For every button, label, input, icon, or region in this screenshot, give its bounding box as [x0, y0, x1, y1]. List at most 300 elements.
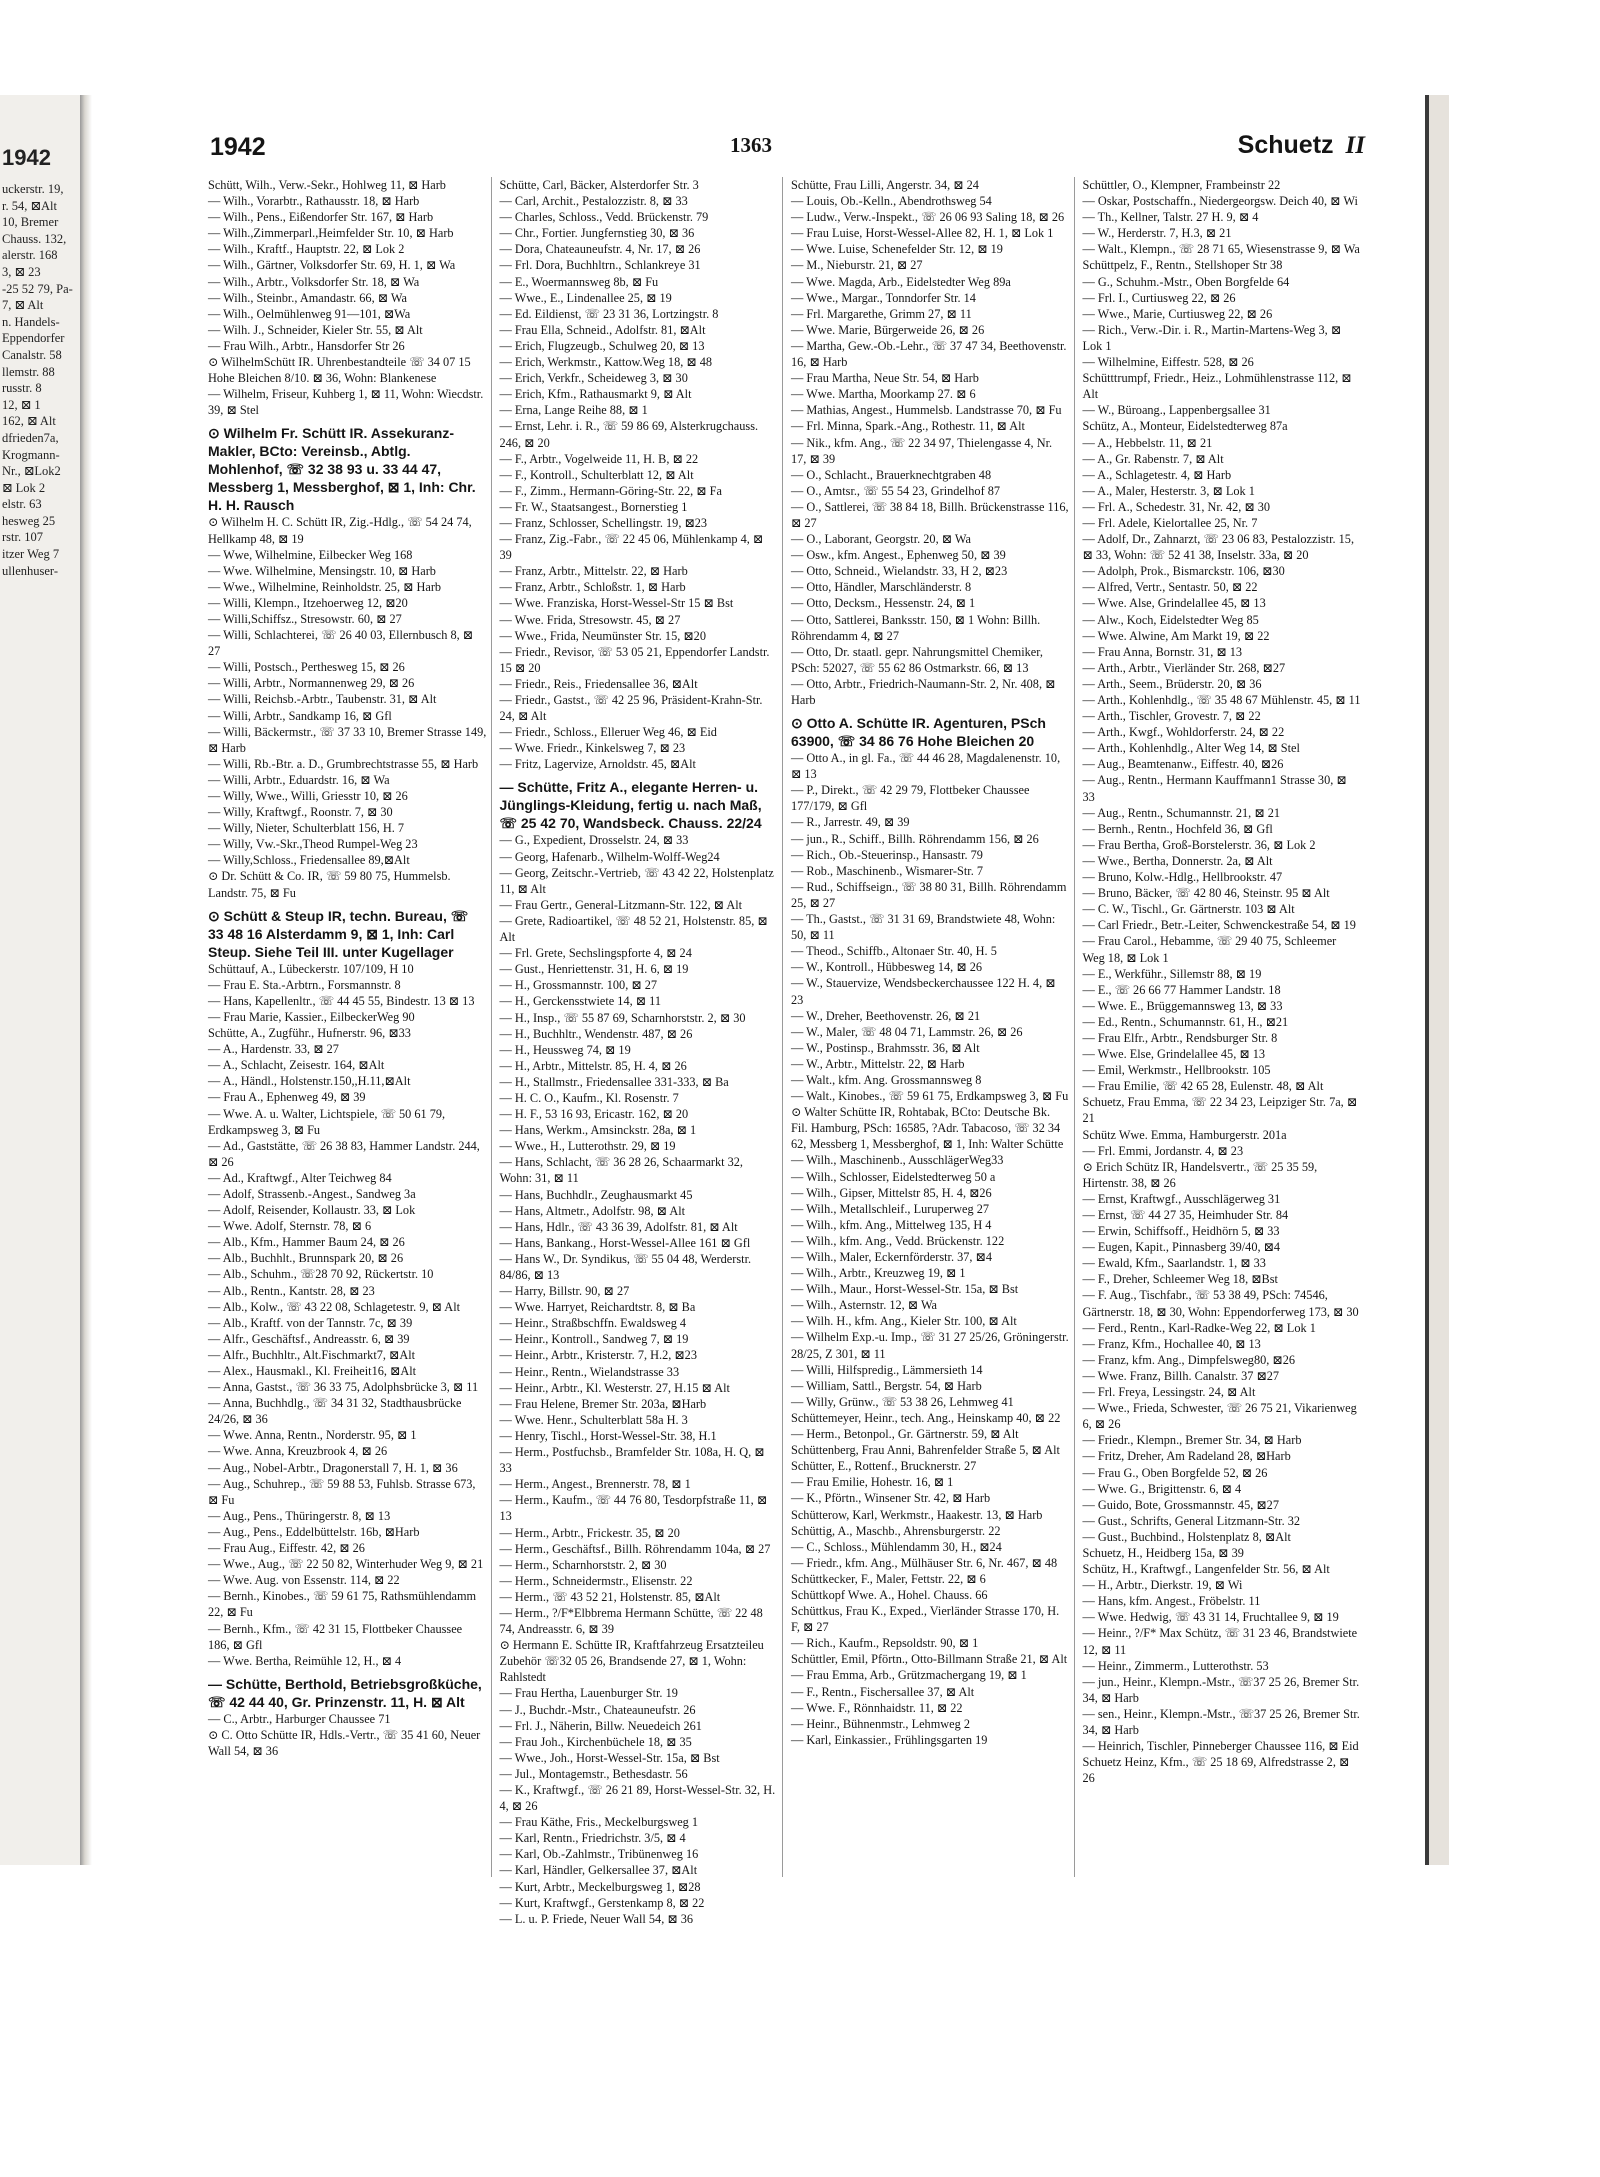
- directory-entry: — Erich, Verkfr., Scheideweg 3, ⊠ 30: [499, 371, 688, 386]
- directory-entry: — Wwe., H., Lutterothstr. 29, ⊠ 19: [499, 1139, 676, 1154]
- directory-entry: — Wwe. Aug. von Essenstr. 114, ⊠ 22: [208, 1573, 400, 1588]
- facing-page-fragment: [0, 95, 80, 1865]
- directory-entry: — Erich, Flugzeugb., Schulweg 20, ⊠ 13: [499, 338, 705, 353]
- directory-entry: — Aug., Pens., Eddelbüttelstr. 16b, ⊠Harb: [208, 1524, 420, 1539]
- directory-entry: Schütz Wwe. Emma, Hamburgerstr. 201a: [1082, 1127, 1287, 1142]
- directory-entry: — Willy, Kraftwgf., Roonstr. 7, ⊠ 30: [208, 805, 393, 820]
- directory-entry: — Herm., Schneidermstr., Elisenstr. 22: [499, 1573, 693, 1588]
- directory-entry: — Mathias, Angest., Hummelsb. Landstrasse 70, ⊠ Fu: [791, 403, 1062, 418]
- directory-entry: — F., Arbtr., Vogelweide 11, H. B, ⊠ 22: [499, 451, 699, 466]
- directory-entry: Schütt, Wilh., Verw.-Sekr., Hohlweg 11, ⊠ Harb: [208, 178, 446, 192]
- directory-entry: — Hans, Buchhdlr., Zeughausmarkt 45: [499, 1187, 693, 1202]
- directory-entry: — Alb., Kraftf. von der Tannstr. 7c, ⊠ 39: [208, 1315, 413, 1330]
- directory-entry: — Aug., Schuhrep., ☏ 59 88 53, Fuhlsb. Strasse 673, ⊠ Fu: [208, 1476, 476, 1507]
- directory-entry: — Gust., Buchbind., Holstenplatz 8, ⊠Alt: [1082, 1529, 1291, 1544]
- directory-entry: — Frau Elfr., Arbtr., Rendsburger Str. 8: [1082, 1030, 1278, 1045]
- directory-entry: — Ludw., Verw.-Inspekt., ☏ 26 06 93 Saling 18, ⊠ 26: [791, 210, 1065, 225]
- directory-entry: — Martha, Gew.-Ob.-Lehr., ☏ 37 47 34, Beethovenstr. 16, ⊠ Harb: [791, 338, 1067, 370]
- directory-entry: — Herm., Kaufm., ☏ 44 76 80, Tesdorpfstraße 11, ⊠ 13: [499, 1493, 768, 1524]
- facing-page-line: 12, ⊠ 1: [2, 397, 41, 412]
- directory-entry: — W., Postinsp., Brahmsstr. 36, ⊠ Alt: [791, 1040, 980, 1055]
- directory-entry: Schütz, H., Kraftwgf., Langenfelder Str. 56, ⊠ Alt: [1082, 1562, 1330, 1577]
- facing-page-line: Canalstr. 58: [2, 347, 62, 362]
- directory-entry: — Ed. Eildienst, ☏ 23 31 36, Lortzingstr. 8: [499, 306, 719, 321]
- directory-entry: Schüttig, A., Maschb., Ahrensburgerstr. 22: [791, 1523, 1001, 1538]
- directory-entry: — A., Gr. Rabenstr. 7, ⊠ Alt: [1082, 451, 1224, 466]
- directory-entry: — Hans, Bankang., Horst-Wessel-Allee 161 ⊠ Gfl: [499, 1235, 751, 1250]
- directory-entry: — Willy, Wwe., Willi, Griesstr 10, ⊠ 26: [208, 789, 408, 803]
- directory-column-2: [499, 177, 784, 1926]
- directory-entry: — Wilh., Vorarbtr., Rathausstr. 18, ⊠ Harb: [208, 194, 420, 209]
- directory-entry: — Walt., Kinobes., ☏ 59 61 75, Erdkampsweg 3, ⊠ Fu: [791, 1089, 1069, 1104]
- directory-entry: — Wilhelm, Friseur, Kuhberg 1, ⊠ 11, Wohn: Wiecdstr. 39, ⊠ Stel: [208, 387, 484, 418]
- directory-entry: — Rob., Maschinenb., Wismarer-Str. 7: [791, 863, 984, 878]
- directory-entry: — Chr., Fortier. Jungfernstieg 30, ⊠ 36: [499, 226, 695, 241]
- directory-entry: Schüttenberg, Frau Anni, Bahrenfelder Straße 5, ⊠ Alt: [791, 1443, 1060, 1458]
- directory-entry: — Erwin, Schiffsoff., Heidhörn 5, ⊠ 33: [1082, 1224, 1280, 1239]
- directory-entry: Schuetz, Frau Emma, ☏ 22 34 23, Leipziger Str. 7a, ⊠ 21: [1082, 1095, 1358, 1126]
- directory-entry: — Bernh., Kfm., ☏ 42 31 15, Flottbeker Chaussee 186, ⊠ Gfl: [208, 1621, 463, 1652]
- directory-entry: Schütter, E., Rottenf., Brucknerstr. 27: [791, 1459, 977, 1474]
- section-volume: II: [1345, 132, 1365, 159]
- directory-entry: — Friedr., Revisor, ☏ 53 05 21, Eppendorfer Landstr. 15 ⊠ 20: [499, 644, 770, 675]
- directory-entry: — Frau Anna, Bornstr. 31, ⊠ 13: [1082, 644, 1243, 659]
- directory-entry: — Carl Friedr., Betr.-Leiter, Schwenckestraße 54, ⊠ 19: [1082, 918, 1356, 933]
- directory-entry: — Frau G., Oben Borgfelde 52, ⊠ 26: [1082, 1465, 1268, 1480]
- directory-entry: — Frau Helene, Bremer Str. 203a, ⊠Harb: [499, 1396, 707, 1411]
- directory-entry: — Wwe. Harryet, Reichardtstr. 8, ⊠ Ba: [499, 1300, 696, 1315]
- directory-entry: Schütte, Carl, Bäcker, Alsterdorfer Str. 3: [499, 178, 699, 192]
- directory-entry: — Wwe. Hedwig, ☏ 43 31 14, Fruchtallee 9, ⊠ 19: [1082, 1610, 1339, 1625]
- directory-entry: — H. F., 53 16 93, Ericastr. 162, ⊠ 20: [499, 1107, 689, 1122]
- directory-entry: — Hans, Kapellenltr., ☏ 44 45 55, Bindestr. 13 ⊠ 13: [208, 993, 475, 1008]
- directory-entry: — Wilh., kfm. Ang., Mittelweg 135, H 4: [791, 1217, 992, 1232]
- directory-entry: — Arth., Tischler, Grovestr. 7, ⊠ 22: [1082, 709, 1261, 724]
- directory-entry: — Herm., Scharnhorststr. 2, ⊠ 30: [499, 1557, 667, 1572]
- directory-entry: — Adolf, Strassenb.-Angest., Sandweg 3a: [208, 1186, 416, 1201]
- directory-entry: — Wwe., Bertha, Donnerstr. 2a, ⊠ Alt: [1082, 853, 1273, 868]
- directory-entry: — W., Kontroll., Hübbesweg 14, ⊠ 26: [791, 960, 982, 975]
- directory-entry: Schütterow, Karl, Werkmstr., Haakestr. 13, ⊠ Harb: [791, 1507, 1043, 1522]
- facing-page-line: r. 54, ⊠Alt: [2, 198, 57, 213]
- directory-entry: — Wilh., Gipser, Mittelstr 85, H. 4, ⊠26: [791, 1185, 992, 1200]
- facing-page-line: 3, ⊠ 23: [2, 264, 41, 279]
- directory-entry: Schüttkus, Frau K., Exped., Vierländer Strasse 170, H. F, ⊠ 27: [791, 1604, 1060, 1635]
- directory-entry: — Guido, Bote, Grossmannstr. 45, ⊠27: [1082, 1497, 1279, 1512]
- directory-entry: Schüttkecker, F., Maler, Fettstr. 22, ⊠ 6: [791, 1571, 986, 1586]
- directory-entry: — Otto A., in gl. Fa., ☏ 44 46 28, Magdalenenstr. 10, ⊠ 13: [791, 751, 1061, 782]
- directory-entry: — Frau A., Ephenweg 49, ⊠ 39: [208, 1090, 366, 1105]
- facing-page-line: dfrieden7a,: [2, 430, 59, 445]
- directory-entry: — Heinrich, Tischler, Pinneberger Chaussee 116, ⊠ Eid: [1082, 1739, 1359, 1754]
- directory-entry: — Georg, Hafenarb., Wilhelm-Wolff-Weg24: [499, 849, 720, 864]
- directory-entry: — F., Dreher, Schleemer Weg 18, ⊠Bst: [1082, 1272, 1278, 1287]
- directory-entry: ⊙ C. Otto Schütte IR, Hdls.-Vertr., ☏ 35 41 60, Neuer Wall 54, ⊠ 36: [208, 1727, 481, 1758]
- directory-entry: — Hans, kfm. Angest., Fröbelstr. 11: [1082, 1594, 1261, 1609]
- directory-entry: — O., Amtsr., ☏ 55 54 23, Grindelhof 87: [791, 483, 1001, 498]
- directory-entry: — Frau Bertha, Groß-Borstelerstr. 36, ⊠ Lok 2: [1082, 837, 1316, 852]
- directory-entry: — Wwe. Else, Grindelallee 45, ⊠ 13: [1082, 1047, 1266, 1062]
- facing-page-line: alerstr. 168: [2, 248, 58, 263]
- directory-entry: — Wwe. Martha, Moorkamp 27. ⊠ 6: [791, 387, 976, 402]
- directory-entry: — sen., Heinr., Klempn.-Mstr., ☏37 25 26, Bremer Str. 34, ⊠ Harb: [1082, 1706, 1360, 1737]
- directory-entry: — Alb., Kfm., Hammer Baum 24, ⊠ 26: [208, 1235, 405, 1250]
- directory-entry: — Georg, Zeitschr.-Vertrieb, ☏ 43 42 22, Holstenplatz 11, ⊠ Alt: [499, 865, 774, 896]
- directory-entry: — Wwe., Aug., ☏ 22 50 82, Winterhuder Weg 9, ⊠ 21: [208, 1557, 484, 1572]
- directory-entry: — Alfr., Geschäftsf., Andreasstr. 6, ⊠ 39: [208, 1331, 410, 1346]
- directory-entry: — Alex., Hausmakl., Kl. Freiheit16, ⊠Alt: [208, 1364, 417, 1378]
- directory-entry: Schüttkopf Wwe. A., Hohel. Chauss. 66: [791, 1587, 988, 1602]
- directory-entry: Schütte, A., Zugführ., Hufnerstr. 96, ⊠33: [208, 1026, 411, 1041]
- directory-entry: ⊙ WilhelmSchütt IR. Uhrenbestandteile ☏ 34 07 15 Hohe Bleichen 8/10. ⊠ 36, Wohn: Blankenese: [208, 355, 471, 386]
- directory-entry: — Willi, Bäckermstr., ☏ 37 33 10, Bremer Strasse 149, ⊠ Harb: [208, 724, 487, 755]
- directory-entry: — F., Zimm., Hermann-Göring-Str. 22, ⊠ Fa: [499, 483, 722, 498]
- directory-entry: — W., Arbtr., Mittelstr. 22, ⊠ Harb: [791, 1056, 965, 1071]
- directory-entry: — Hans, Werkm., Amsinckstr. 28a, ⊠ 1: [499, 1123, 697, 1138]
- directory-entry: — Anna, Gastst., ☏ 36 33 75, Adolphsbrücke 3, ⊠ 11: [208, 1380, 479, 1395]
- directory-entry: — Friedr., Reis., Friedensallee 36, ⊠Alt: [499, 676, 698, 691]
- directory-entry: — Frl. J., Näherin, Billw. Neuedeich 261: [499, 1718, 702, 1733]
- directory-entry: — Bernh., Kinobes., ☏ 59 61 75, Rathsmühlendamm 22, ⊠ Fu: [208, 1589, 477, 1620]
- directory-entry: — Frl. Margarethe, Grimm 27, ⊠ 11: [791, 306, 972, 321]
- directory-entry: — Heinr., Arbtr., Kristerstr. 7, H.2, ⊠23: [499, 1348, 697, 1363]
- directory-entry: — Wwe. G., Brigittenstr. 6, ⊠ 4: [1082, 1481, 1242, 1496]
- directory-entry: — Herm., ☏ 43 52 21, Holstenstr. 85, ⊠Alt: [499, 1589, 721, 1604]
- directory-entry: — Frl. Grete, Sechslingspforte 4, ⊠ 24: [499, 946, 692, 961]
- directory-entry: Schüttler, O., Klempner, Frambeinstr 22: [1082, 178, 1281, 192]
- directory-entry: — Bruno, Kolw.-Hdlg., Hellbrookstr. 47: [1082, 870, 1283, 885]
- directory-entry: — Ernst, ☏ 44 27 35, Heimhuder Str. 84: [1082, 1208, 1289, 1222]
- facing-page-line: 10, Bremer: [2, 215, 59, 230]
- directory-entry: — Arth., Arbtr., Vierländer Str. 268, ⊠27: [1082, 660, 1286, 675]
- directory-entry: — Franz, kfm. Ang., Dimpfelsweg80, ⊠26: [1082, 1352, 1295, 1367]
- directory-entry: — Louis, Ob.-Kelln., Abendrothsweg 54: [791, 194, 992, 209]
- directory-entry: — Herm., ?/F*Elbbrema Hermann Schütte, ☏ 22 48 74, Andreasstr. 6, ⊠ 39: [499, 1605, 763, 1637]
- directory-columns: [208, 177, 1365, 1926]
- directory-entry: — Frau Gertr., General-Litzmann-Str. 122, ⊠ Alt: [499, 897, 743, 912]
- facing-page-line: russtr. 8: [2, 381, 42, 396]
- directory-entry: — Fritz, Dreher, Am Radeland 28, ⊠Harb: [1082, 1449, 1291, 1464]
- directory-entry: — Nik., kfm. Ang., ☏ 22 34 97, Thielengasse 4, Nr. 17, ⊠ 39: [791, 435, 1053, 466]
- directory-entry: — Gust., Henriettenstr. 31, H. 6, ⊠ 19: [499, 962, 689, 977]
- directory-entry: — Otto, Schneid., Wielandstr. 33, H 2, ⊠23: [791, 564, 1008, 579]
- directory-entry: — A., Händl., Holstenstr.150,,H.11,⊠Alt: [208, 1074, 411, 1089]
- directory-entry: — Wilhelmine, Eiffestr. 528, ⊠ 26: [1082, 355, 1254, 370]
- directory-entry: — Charles, Schloss., Vedd. Brückenstr. 79: [499, 210, 709, 225]
- directory-entry: — Wilh., Steinbr., Amandastr. 66, ⊠ Wa: [208, 290, 407, 305]
- directory-entry: — Willi, Klempn., Itzehoerweg 12, ⊠20: [208, 595, 408, 610]
- section-name: Schuetz: [1237, 131, 1334, 159]
- directory-entry: — Frau Emilie, Hohestr. 16, ⊠ 1: [791, 1475, 954, 1490]
- directory-entry: — Frau Ella, Schneid., Adolfstr. 81, ⊠Alt: [499, 322, 706, 337]
- directory-entry: — Rich., Ob.-Steuerinsp., Hansastr. 79: [791, 847, 983, 862]
- directory-entry: — F., Rentn., Fischersallee 37, ⊠ Alt: [791, 1684, 975, 1699]
- directory-entry: — Eugen, Kapit., Pinnasberg 39/40, ⊠4: [1082, 1240, 1281, 1255]
- directory-entry: — Walt., Klempn., ☏ 28 71 65, Wiesenstrasse 9, ⊠ Wa: [1082, 242, 1360, 257]
- directory-entry: — Frau Luise, Horst-Wessel-Allee 82, H. 1, ⊠ Lok 1: [791, 226, 1054, 241]
- directory-entry: — Herm., Betonpol., Gr. Gärtnerstr. 59, ⊠ Alt: [791, 1427, 1019, 1442]
- directory-entry: — Wwe. A. u. Walter, Lichtspiele, ☏ 50 61 79, Erdkampsweg 3, ⊠ Fu: [208, 1106, 446, 1137]
- directory-entry: — Harry, Billstr. 90, ⊠ 27: [499, 1284, 630, 1299]
- directory-entry: — Wilh., Asternstr. 12, ⊠ Wa: [791, 1298, 938, 1313]
- directory-entry: — H., Stallmstr., Friedensallee 331-333, ⊠ Ba: [499, 1074, 729, 1089]
- directory-entry: — A., Hardenstr. 33, ⊠ 27: [208, 1042, 339, 1057]
- directory-entry: — E., Werkführ., Sillemstr 88, ⊠ 19: [1082, 966, 1262, 981]
- directory-entry: — F., Kontroll., Schulterblatt 12, ⊠ Alt: [499, 467, 694, 482]
- directory-entry: — Wwe. Alse, Grindelallee 45, ⊠ 13: [1082, 596, 1266, 611]
- directory-entry: — Erna, Lange Reihe 88, ⊠ 1: [499, 403, 648, 418]
- directory-column-1: [208, 177, 492, 1877]
- directory-entry: — Friedr., Gastst., ☏ 42 25 96, Präsident-Krahn-Str. 24, ⊠ Alt: [499, 693, 763, 724]
- directory-entry: — Willy,Schloss., Friedensallee 89,⊠Alt: [208, 853, 410, 868]
- directory-entry: — J., Buchdr.-Mstr., Chateauneufstr. 26: [499, 1702, 696, 1717]
- directory-entry: — Wwe. F., Rönnhaidstr. 11, ⊠ 22: [791, 1700, 963, 1715]
- directory-entry: — W., Dreher, Beethovenstr. 26, ⊠ 21: [791, 1008, 981, 1023]
- directory-entry: — Wwe. E., Brüggemannsweg 13, ⊠ 33: [1082, 998, 1283, 1013]
- directory-entry: — Willi,Schiffsz., Stresowstr. 60, ⊠ 27: [208, 611, 402, 626]
- directory-entry: — Ferd., Rentn., Karl-Radke-Weg 22, ⊠ Lok 1: [1082, 1320, 1316, 1335]
- directory-entry: — Wilh.,Zimmerparl.,Heimfelder Str. 10, ⊠ Harb: [208, 226, 454, 241]
- directory-entry: — Frl. Adele, Kielortallee 25, Nr. 7: [1082, 515, 1258, 530]
- directory-entry: — jun., R., Schiff., Billh. Röhrendamm 156, ⊠ 26: [791, 831, 1039, 846]
- directory-entry: — Anna, Buchhdlg., ☏ 34 31 32, Stadthausbrücke 24/26, ⊠ 36: [208, 1396, 462, 1427]
- directory-entry: — Wilh., kfm. Ang., Vedd. Brückenstr. 122: [791, 1233, 1005, 1248]
- directory-entry: — L. u. P. Friede, Neuer Wall 54, ⊠ 36: [499, 1911, 694, 1926]
- page-edge-shadow: [1429, 95, 1449, 1865]
- directory-entry: — Ewald, Kfm., Saarlandstr. 1, ⊠ 33: [1082, 1256, 1266, 1271]
- directory-entry: — Schütte, Fritz A., elegante Herren- u. Jünglings-Kleidung, fertig u. nach Maß, ☏ 25 42 70, Wandsbeck. Chauss. 22/24: [499, 779, 762, 832]
- directory-entry: — Frau Emilie, ☏ 42 65 28, Eulenstr. 48, ⊠ Alt: [1082, 1079, 1324, 1094]
- directory-entry: — Willi, Postsch., Perthesweg 15, ⊠ 26: [208, 660, 405, 675]
- facing-page-line: n. Handels-: [2, 314, 60, 329]
- directory-entry: — Wwe. Adolf, Sternstr. 78, ⊠ 6: [208, 1219, 372, 1234]
- directory-entry: — Frau Carol., Hebamme, ☏ 29 40 75, Schleemer Weg 18, ⊠ Lok 1: [1082, 934, 1337, 965]
- directory-entry: ⊙ Walter Schütte IR, Rohtabak, BCto: Deutsche Bk. Fil. Hamburg, PSch: 16585, ?Adr. Tabacoso, ☏ 32 34 62, Messberg 1, Messberghof, ⊠ 1, Inh: Walter Schütte: [791, 1105, 1064, 1152]
- directory-entry: — Herm., Postfuchsb., Bramfelder Str. 108a, H. Q, ⊠ 33: [499, 1445, 765, 1476]
- directory-entry: Schuetz, H., Heidberg 15a, ⊠ 39: [1082, 1545, 1244, 1560]
- directory-entry: — G., Expedient, Drosselstr. 24, ⊠ 33: [499, 833, 689, 848]
- directory-entry: — Wwe. Wilhelmine, Mensingstr. 10, ⊠ Harb: [208, 563, 436, 578]
- directory-entry: — Gust., Schrifts, General Litzmann-Str. 32: [1082, 1513, 1301, 1528]
- directory-entry: — Otto, Sattlerei, Banksstr. 150, ⊠ 1 Wohn: Billh. Röhrendamm 4, ⊠ 27: [791, 612, 1041, 643]
- directory-entry: — Frau Joh., Kirchenbüchele 18, ⊠ 35: [499, 1734, 692, 1749]
- directory-entry: — Wilh., Maler, Eckernförderstr. 37, ⊠4: [791, 1250, 993, 1264]
- directory-entry: Schüttpelz, F., Rentn., Stellshoper Str 38: [1082, 258, 1283, 273]
- directory-entry: — Wwe., E., Lindenallee 25, ⊠ 19: [499, 290, 672, 305]
- directory-entry: — Alb., Schuhm., ☏28 70 92, Rückertstr. 10: [208, 1267, 434, 1282]
- directory-entry: — Friedr., Klempn., Bremer Str. 34, ⊠ Harb: [1082, 1433, 1302, 1448]
- directory-entry: — Wwe. Bertha, Reimühle 12, H., ⊠ 4: [208, 1653, 402, 1668]
- facing-page-line: 162, ⊠ Alt: [2, 414, 56, 429]
- directory-entry: — Wwe., Frida, Neumünster Str. 15, ⊠20: [499, 628, 706, 643]
- directory-entry: — Hans W., Dr. Syndikus, ☏ 55 04 48, Werderstr. 84/86, ⊠ 13: [499, 1251, 752, 1282]
- directory-entry: — Aug., Beamtenanw., Eiffestr. 40, ⊠26: [1082, 757, 1284, 772]
- directory-entry: — Franz, Kfm., Hochallee 40, ⊠ 13: [1082, 1336, 1261, 1351]
- directory-entry: ⊙ Otto A. Schütte IR. Agenturen, PSch 63900, ☏ 34 86 76 Hohe Bleichen 20: [791, 715, 1046, 750]
- directory-entry: — Th., Kellner, Talstr. 27 H. 9, ⊠ 4: [1082, 210, 1259, 225]
- directory-entry: — jun., Heinr., Klempn.-Mstr., ☏37 25 26, Bremer Str. 34, ⊠ Harb: [1082, 1674, 1360, 1705]
- facing-page-line: ullenhuser-: [2, 563, 58, 578]
- directory-entry: — H., Heussweg 74, ⊠ 19: [499, 1042, 631, 1057]
- directory-entry: — Wilh. J., Schneider, Kieler Str. 55, ⊠ Alt: [208, 322, 423, 337]
- directory-entry: — Franz, Arbtr., Mittelstr. 22, ⊠ Harb: [499, 564, 688, 579]
- directory-entry: — Herm., Angest., Brennerstr. 78, ⊠ 1: [499, 1477, 691, 1492]
- directory-entry: — Karl, Händler, Gelkersallee 37, ⊠Alt: [499, 1863, 698, 1878]
- directory-entry: — H. C. O., Kaufm., Kl. Rosenstr. 7: [499, 1090, 679, 1105]
- directory-entry: — Wilh., Metallschleif., Luruperweg 27: [791, 1201, 990, 1216]
- directory-entry: — O., Sattlerei, ☏ 38 84 18, Billh. Brückenstrasse 116, ⊠ 27: [791, 499, 1069, 530]
- facing-page-line: uckerstr. 19,: [2, 182, 64, 196]
- directory-entry: — H., Arbtr., Dierkstr. 19, ⊠ Wi: [1082, 1578, 1243, 1593]
- directory-entry: — Erich, Werkmstr., Kattow.Weg 18, ⊠ 48: [499, 355, 713, 370]
- directory-entry: — Heinr., ?/F* Max Schütz, ☏ 31 23 46, Brandstwiete 12, ⊠ 11: [1082, 1626, 1358, 1657]
- directory-entry: — Heinr., Rentn., Wielandstrasse 33: [499, 1364, 680, 1379]
- directory-entry: — W., Büroang., Lappenbergsallee 31: [1082, 403, 1271, 418]
- directory-entry: — R., Jarrestr. 49, ⊠ 39: [791, 815, 910, 830]
- directory-entry: — Wwe. Marie, Bürgerweide 26, ⊠ 26: [791, 322, 985, 337]
- directory-entry: — William, Sattl., Bergstr. 54, ⊠ Harb: [791, 1378, 982, 1393]
- directory-entry: — Wilh., Oelmühlenweg 91—101, ⊠Wa: [208, 306, 411, 321]
- directory-entry: — Rich., Verw.-Dir. i. R., Martin-Martens-Weg 3, ⊠ Lok 1: [1082, 322, 1342, 353]
- directory-entry: — Adolf, Dr., Zahnarzt, ☏ 23 06 83, Pestalozzistr. 15, ⊠ 33, Wohn: ☏ 52 41 38, Inselstr. 33a, ⊠ 20: [1082, 532, 1355, 563]
- directory-entry: — W., Maler, ☏ 48 04 71, Lammstr. 26, ⊠ 26: [791, 1024, 1023, 1039]
- directory-entry: — Wwe, Wilhelmine, Eilbecker Weg 168: [208, 547, 413, 562]
- directory-entry: — Heinr., Bühnenmstr., Lehmweg 2: [791, 1716, 970, 1731]
- directory-entry: — Frl. Minna, Spark.-Ang., Rothestr. 11, ⊠ Alt: [791, 419, 1025, 434]
- directory-entry: — H., Gerckensstwiete 14, ⊠ 11: [499, 994, 661, 1009]
- directory-entry: — Wwe., Joh., Horst-Wessel-Str. 15a, ⊠ Bst: [499, 1750, 720, 1765]
- directory-entry: Schüttemeyer, Heinr., tech. Ang., Heinskamp 40, ⊠ 22: [791, 1410, 1061, 1425]
- directory-entry: — H., Insp., ☏ 55 87 69, Scharnhorststr. 2, ⊠ 30: [499, 1010, 746, 1025]
- directory-entry: — Bernh., Rentn., Hochfeld 36, ⊠ Gfl: [1082, 821, 1273, 836]
- directory-entry: — H., Arbtr., Mittelstr. 85, H. 4, ⊠ 26: [499, 1058, 687, 1073]
- directory-entry: — Alfred, Vertr., Sentastr. 50, ⊠ 22: [1082, 580, 1258, 595]
- directory-entry: — Arth., Seem., Brüderstr. 20, ⊠ 36: [1082, 676, 1262, 691]
- facing-page-line: Eppendorfer: [2, 331, 65, 346]
- directory-entry: — Henry, Tischl., Horst-Wessel-Str. 38, H.1: [499, 1428, 717, 1443]
- directory-entry: — Willy, Vw.-Skr.,Theod Rumpel-Weg 23: [208, 837, 418, 852]
- directory-entry: — A., Maler, Hesterstr. 3, ⊠ Lok 1: [1082, 483, 1255, 498]
- directory-entry: — Friedr., kfm. Ang., Mülhäuser Str. 6, Nr. 467, ⊠ 48: [791, 1555, 1058, 1570]
- directory-entry: — W., Herderstr. 7, H.3, ⊠ 21: [1082, 226, 1232, 241]
- directory-entry: — Ad., Gaststätte, ☏ 26 38 83, Hammer Landstr. 244, ⊠ 26: [208, 1138, 480, 1169]
- directory-entry: — Frl. Emmi, Jordanstr. 4, ⊠ 23: [1082, 1143, 1244, 1158]
- directory-entry: — Heinr., Arbtr., Kl. Westerstr. 27, H.15 ⊠ Alt: [499, 1380, 730, 1395]
- directory-entry: — Karl, Rentn., Friedrichstr. 3/5, ⊠ 4: [499, 1831, 686, 1846]
- directory-entry: — Kurt, Arbtr., Meckelburgsweg 1, ⊠28: [499, 1879, 701, 1894]
- directory-entry: — Ad., Kraftwgf., Alter Teichweg 84: [208, 1170, 392, 1185]
- directory-entry: ⊙ Wilhelm Fr. Schütt IR. Assekuranz-Makler, BCto: Vereinsb., Abtlg. Mohlenhof, ☏ 32 38 93 u. 33 44 47, Messberg 1, Messberghof, ⊠ 1, Inh: Chr. H. H. Rausch: [208, 425, 476, 514]
- facing-page-line: Nr., ⊠Lok2: [2, 464, 61, 479]
- directory-page: [200, 125, 1425, 1926]
- directory-entry: — Grete, Radioartikel, ☏ 48 52 21, Holstenstr. 85, ⊠ Alt: [499, 913, 768, 945]
- directory-entry: — Hans, Altmetr., Adolfstr. 98, ⊠ Alt: [499, 1203, 686, 1218]
- directory-entry: — Frau Marie, Kassier., EilbeckerWeg 90: [208, 1009, 415, 1024]
- directory-entry: — A., Schlagetestr. 4, ⊠ Harb: [1082, 467, 1232, 482]
- directory-entry: — E., ☏ 26 66 77 Hammer Landstr. 18: [1082, 982, 1281, 997]
- directory-entry: — Otto, Händler, Marschländerstr. 8: [791, 580, 972, 595]
- directory-entry: — Ernst, Kraftwgf., Ausschlägerweg 31: [1082, 1191, 1281, 1206]
- directory-entry: — Aug., Pens., Thüringerstr. 8, ⊠ 13: [208, 1508, 391, 1523]
- directory-entry: — Karl, Ob.-Zahlmstr., Tribünenweg 16: [499, 1847, 699, 1862]
- directory-entry: — Otto, Dr. staatl. gepr. Nahrungsmittel Chemiker, PSch: 52027, ☏ 55 62 86 Ostmarkstr. 66, ⊠ 13: [791, 644, 1043, 675]
- directory-entry: — C. W., Tischl., Gr. Gärtnerstr. 103 ⊠ Alt: [1082, 902, 1295, 917]
- directory-entry: — Alb., Rentn., Kantstr. 28, ⊠ 23: [208, 1283, 375, 1298]
- directory-entry: — Jul., Montagemstr., Bethesdastr. 56: [499, 1766, 688, 1781]
- directory-entry: — Theod., Schiffb., Altonaer Str. 40, H. 5: [791, 944, 997, 959]
- directory-entry: — Walt., kfm. Ang. Grossmannsweg 8: [791, 1072, 982, 1087]
- directory-column-4: [1083, 177, 1366, 1877]
- directory-entry: — O., Schlacht., Brauerknechtgraben 48: [791, 467, 992, 482]
- directory-entry: — Wwe. Franz, Billh. Canalstr. 37 ⊠27: [1082, 1368, 1280, 1383]
- page-number: 1363: [730, 133, 772, 157]
- directory-entry: — Frau Martha, Neue Str. 54, ⊠ Harb: [791, 371, 979, 386]
- directory-entry: Schütz, A., Monteur, Eidelstedterweg 87a: [1082, 419, 1288, 434]
- directory-entry: — Fr. W., Staatsangest., Bornerstieg 1: [499, 499, 688, 514]
- directory-entry: — Wwe. Anna, Rentn., Norderstr. 95, ⊠ 1: [208, 1428, 417, 1443]
- directory-entry: — Otto, Arbtr., Friedrich-Naumann-Str. 2, Nr. 408, ⊠ Harb: [791, 676, 1056, 707]
- directory-entry: — Schütte, Berthold, Betriebsgroßküche, ☏ 42 44 40, Gr. Prinzenstr. 11, H. ⊠ Alt: [208, 1675, 482, 1710]
- directory-entry: — Karl, Einkassier., Frühlingsgarten 19: [791, 1732, 988, 1747]
- directory-entry: — Carl, Archit., Pestalozzistr. 8, ⊠ 33: [499, 194, 688, 209]
- directory-entry: — Franz, Arbtr., Schloßstr. 1, ⊠ Harb: [499, 580, 686, 595]
- directory-entry: — Wilh., Arbtr., Kreuzweg 19, ⊠ 1: [791, 1266, 966, 1281]
- directory-entry: — A., Hebbelstr. 11, ⊠ 21: [1082, 435, 1213, 450]
- directory-entry: — Ernst, Lehr. i. R., ☏ 59 86 69, Alsterkrugchauss. 246, ⊠ 20: [499, 419, 759, 450]
- facing-page-line: itzer Weg 7: [2, 547, 60, 562]
- page-header: [200, 125, 1365, 165]
- directory-entry: Schüttler, Emil, Pförtn., Otto-Billmann Straße 21, ⊠ Alt: [791, 1652, 1068, 1667]
- directory-entry: — Aug., Rentn., Hermann Kauffmann1 Strasse 30, ⊠ 33: [1082, 773, 1347, 804]
- directory-entry: — Wilh., Pens., Eißendorfer Str. 167, ⊠ Harb: [208, 210, 434, 225]
- directory-entry: — Wwe., Margar., Tonndorfer Str. 14: [791, 290, 976, 305]
- directory-entry: ⊙ Erich Schütz IR, Handelsvertr., ☏ 25 35 59, Hirtenstr. 38, ⊠ 26: [1082, 1159, 1318, 1190]
- directory-entry: — Wilh. H., kfm. Ang., Kieler Str. 100, ⊠ Alt: [791, 1314, 1017, 1329]
- directory-entry: — Wilh., Arbtr., Volksdorfer Str. 18, ⊠ Wa: [208, 274, 420, 289]
- directory-entry: — Kurt, Kraftwgf., Gerstenkamp 8, ⊠ 22: [499, 1895, 705, 1910]
- directory-entry: — Frau Wilh., Arbtr., Hansdorfer Str 26: [208, 338, 405, 353]
- directory-entry: — M., Nieburstr. 21, ⊠ 27: [791, 258, 923, 273]
- book-gutter: [80, 95, 92, 1865]
- directory-entry: — Wilh., Maschinenb., AusschlägerWeg33: [791, 1153, 1004, 1168]
- facing-page-line: Krogmann-: [2, 447, 60, 462]
- directory-entry: — Willi, Hilfspredig., Lämmersieth 14: [791, 1362, 983, 1377]
- directory-entry: — Wilh., Schlosser, Eidelstedterweg 50 a: [791, 1169, 996, 1184]
- directory-entry: — Alw., Koch, Eidelstedter Weg 85: [1082, 612, 1259, 627]
- facing-page-line: ⊠ Lok 2: [2, 480, 46, 495]
- directory-entry: — Willy, Grünw., ☏ 53 38 26, Lehmweg 41: [791, 1394, 1014, 1409]
- directory-entry: — Erich, Kfm., Rathausmarkt 9, ⊠ Alt: [499, 387, 692, 402]
- directory-entry: — P., Direkt., ☏ 42 29 79, Flottbeker Chaussee 177/179, ⊠ Gfl: [791, 783, 1030, 814]
- directory-entry: — Wilh., Maur., Horst-Wessel-Str. 15a, ⊠ Bst: [791, 1282, 1019, 1297]
- directory-entry: — C., Schloss., Mühlendamm 30, H., ⊠24: [791, 1539, 1002, 1554]
- directory-entry: ⊙ Wilhelm H. C. Schütt IR, Zig.-Hdlg., ☏ 54 24 74, Hellkamp 48, ⊠ 19: [208, 515, 472, 546]
- directory-entry: ⊙ Dr. Schütt & Co. IR, ☏ 59 80 75, Hummelsb. Landstr. 75, ⊠ Fu: [208, 869, 451, 900]
- directory-entry: — Frau E. Sta.-Arbtrn., Forsmannstr. 8: [208, 977, 401, 992]
- directory-entry: — Frau Emma, Arb., Grützmachergang 19, ⊠ 1: [791, 1668, 1027, 1683]
- directory-entry: ⊙ Schütt & Steup IR, techn. Bureau, ☏ 33 48 16 Alsterdamm 9, ⊠ 1, Inh: Carl Steup. Siehe Teil III. unter Kugellager: [208, 907, 469, 960]
- directory-entry: — G., Schuhm.-Mstr., Oben Borgfelde 64: [1082, 274, 1290, 289]
- directory-entry: ⊙ Hermann E. Schütte IR, Kraftfahrzeug Ersatzteileu Zubehör ☏32 05 26, Brandsende 27, ⊠ 1, Wohn: Rahlstedt: [499, 1638, 764, 1685]
- directory-entry: — Hans, Hdlr., ☏ 43 36 39, Adolfstr. 81, ⊠ Alt: [499, 1219, 738, 1234]
- directory-entry: Schütte, Frau Lilli, Angerstr. 34, ⊠ 24: [791, 178, 979, 192]
- directory-entry: — Franz, Zig.-Fabr., ☏ 22 45 06, Mühlenkamp 4, ⊠ 39: [499, 532, 764, 563]
- directory-entry: — Alb., Buchhlt., Brunnspark 20, ⊠ 26: [208, 1251, 404, 1266]
- directory-entry: — Dora, Chateauneufstr. 4, Nr. 17, ⊠ 26: [499, 242, 701, 257]
- directory-entry: — Willi, Rb.-Btr. a. D., Grumbrechtstrasse 55, ⊠ Harb: [208, 756, 479, 771]
- directory-entry: — C., Arbtr., Harburger Chaussee 71: [208, 1711, 391, 1726]
- facing-page-line: Chauss. 132,: [2, 231, 67, 246]
